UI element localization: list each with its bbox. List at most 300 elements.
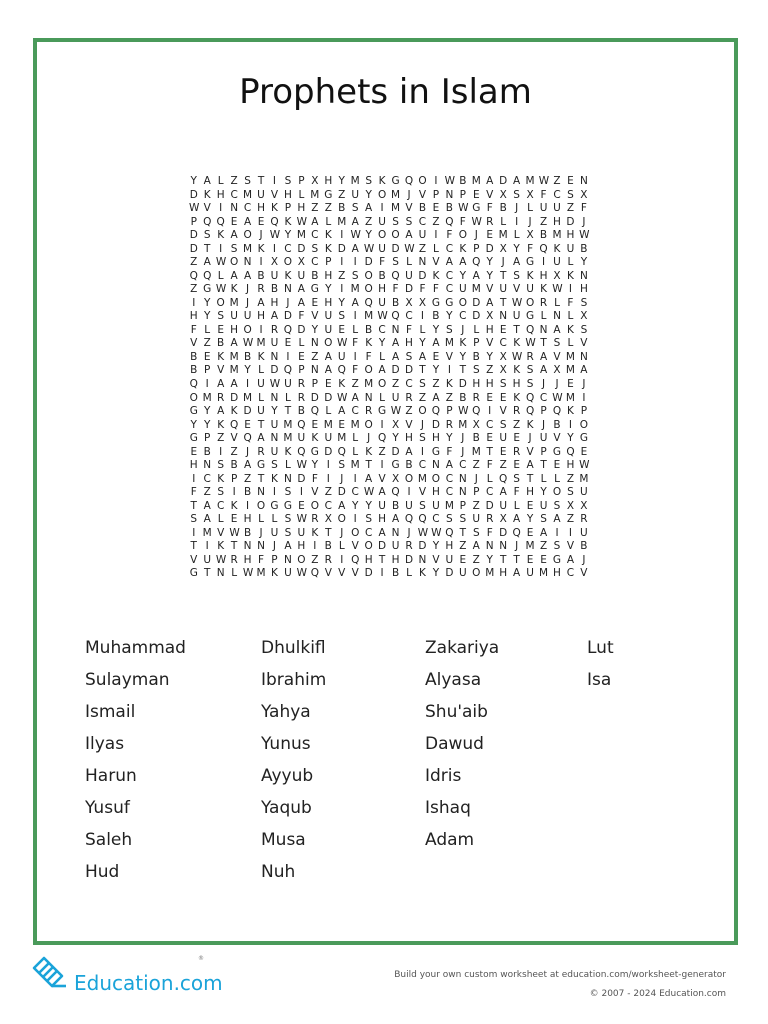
- grid-letter: L: [352, 445, 359, 458]
- grid-letter: M: [229, 296, 239, 309]
- grid-letter: Q: [391, 486, 400, 499]
- grid-row: [189, 297, 589, 311]
- grid-letter: X: [324, 513, 332, 526]
- grid-letter: L: [217, 513, 224, 526]
- grid-letter: M: [471, 175, 481, 187]
- grid-letter: D: [404, 283, 414, 296]
- grid-letter: L: [352, 432, 359, 445]
- grid-letter: K: [271, 567, 278, 580]
- grid-letter: J: [541, 377, 546, 390]
- grid-letter: U: [270, 418, 279, 431]
- grid-letter: J: [541, 418, 546, 431]
- grid-letter: C: [324, 499, 332, 512]
- grid-letter: A: [526, 459, 534, 472]
- grid-letter: D: [391, 445, 400, 458]
- grid-row: [189, 337, 589, 351]
- grid-letter: J: [501, 256, 505, 269]
- grid-letter: E: [526, 526, 534, 539]
- grid-letter: Y: [190, 175, 197, 187]
- grid-letter: Y: [486, 553, 493, 566]
- grid-letter: S: [526, 377, 534, 390]
- grid-letter: I: [246, 499, 250, 512]
- grid-letter: X: [580, 310, 588, 323]
- grid-letter: N: [418, 553, 427, 566]
- word-bank-item: Yunus: [261, 734, 311, 754]
- grid-letter: M: [565, 364, 575, 377]
- grid-letter: O: [364, 418, 373, 431]
- grid-letter: S: [540, 513, 547, 526]
- grid-letter: U: [297, 526, 306, 539]
- grid-letter: M: [229, 350, 239, 363]
- grid-row: [189, 473, 589, 487]
- word-column: [85, 636, 186, 892]
- grid-letter: B: [230, 459, 238, 472]
- grid-letter: W: [336, 337, 348, 350]
- grid-letter: A: [405, 445, 413, 458]
- grid-letter: I: [286, 350, 290, 363]
- grid-letter: K: [419, 567, 426, 580]
- grid-letter: S: [244, 175, 251, 187]
- grid-letter: Q: [499, 472, 508, 485]
- grid-letter: Q: [351, 553, 360, 566]
- grid-letter: U: [566, 242, 575, 255]
- grid-letter: E: [432, 202, 440, 215]
- grid-letter: H: [324, 269, 333, 282]
- grid-letter: L: [258, 364, 264, 377]
- grid-letter: U: [297, 432, 306, 445]
- grid-letter: Q: [364, 296, 373, 309]
- grid-letter: M: [471, 445, 481, 458]
- grid-letter: Q: [445, 526, 454, 539]
- grid-letter: S: [230, 242, 238, 255]
- grid-letter: I: [353, 350, 357, 363]
- grid-letter: S: [419, 499, 426, 512]
- grid-letter: G: [189, 567, 198, 580]
- grid-letter: K: [459, 242, 467, 255]
- grid-letter: P: [284, 202, 292, 215]
- grid-letter: H: [579, 283, 588, 296]
- grid-letter: E: [567, 175, 574, 187]
- grid-letter: H: [512, 377, 521, 390]
- grid-letter: Z: [190, 283, 198, 296]
- grid-letter: Q: [310, 405, 319, 418]
- grid-letter: Y: [446, 310, 453, 323]
- grid-letter: W: [269, 377, 281, 390]
- grid-letter: J: [528, 432, 532, 445]
- grid-letter: T: [486, 445, 493, 458]
- grid-letter: Z: [190, 256, 198, 269]
- grid-letter: K: [338, 377, 346, 390]
- grid-letter: T: [257, 175, 265, 187]
- word-bank-item: Ismail: [85, 702, 136, 722]
- grid-letter: P: [580, 405, 588, 418]
- grid-letter: P: [204, 432, 211, 445]
- grid-letter: J: [515, 540, 519, 553]
- grid-letter: U: [270, 337, 279, 350]
- grid-letter: C: [445, 283, 454, 296]
- grid-letter: Y: [526, 513, 534, 526]
- grid-letter: T: [499, 269, 507, 282]
- grid-letter: Q: [297, 445, 306, 458]
- grid-letter: J: [515, 202, 519, 215]
- grid-letter: K: [230, 283, 238, 296]
- grid-letter: Z: [365, 215, 373, 228]
- grid-letter: A: [203, 499, 211, 512]
- grid-letter: Y: [432, 364, 440, 377]
- grid-letter: U: [337, 350, 346, 363]
- grid-letter: P: [325, 256, 332, 269]
- grid-letter: Z: [459, 540, 467, 553]
- grid-letter: A: [486, 296, 494, 309]
- grid-letter: Q: [404, 513, 414, 526]
- grid-letter: R: [405, 391, 413, 404]
- grid-letter: D: [189, 242, 198, 255]
- grid-letter: F: [432, 283, 439, 296]
- grid-letter: U: [391, 540, 400, 553]
- grid-letter: Y: [513, 242, 520, 255]
- grid-letter: K: [513, 364, 521, 377]
- grid-letter: T: [513, 553, 520, 566]
- grid-letter: W: [431, 526, 442, 539]
- grid-row: [189, 189, 589, 203]
- grid-letter: V: [405, 418, 413, 431]
- grid-letter: L: [325, 215, 332, 228]
- grid-letter: R: [526, 350, 534, 363]
- grid-letter: D: [337, 242, 346, 255]
- grid-letter: C: [203, 472, 211, 485]
- grid-letter: D: [418, 540, 427, 553]
- grid-row: [189, 175, 589, 189]
- grid-letter: T: [499, 296, 507, 309]
- grid-letter: S: [365, 513, 372, 526]
- grid-letter: M: [525, 175, 535, 187]
- grid-letter: T: [378, 553, 386, 566]
- grid-letter: Z: [311, 202, 319, 215]
- grid-letter: L: [513, 499, 520, 512]
- grid-letter: X: [311, 175, 319, 187]
- grid-letter: Q: [377, 432, 387, 445]
- grid-letter: H: [566, 459, 575, 472]
- grid-letter: L: [567, 337, 574, 350]
- grid-letter: Y: [284, 229, 292, 242]
- grid-letter: A: [472, 540, 480, 553]
- grid-letter: U: [472, 513, 481, 526]
- grid-letter: U: [553, 202, 561, 215]
- education-logo[interactable]: [30, 954, 223, 998]
- grid-letter: I: [192, 296, 196, 309]
- grid-letter: N: [230, 202, 239, 215]
- grid-letter: M: [458, 418, 468, 431]
- grid-letter: L: [352, 323, 359, 336]
- grid-letter: D: [418, 269, 427, 282]
- grid-letter: X: [580, 188, 588, 201]
- grid-letter: Y: [190, 418, 197, 431]
- grid-letter: V: [580, 337, 588, 350]
- grid-letter: S: [311, 242, 319, 255]
- grid-letter: V: [580, 567, 588, 580]
- grid-letter: C: [539, 391, 548, 404]
- word-bank-item: Isa: [587, 670, 612, 690]
- grid-letter: C: [351, 405, 359, 418]
- grid-letter: Y: [311, 459, 319, 472]
- grid-letter: Q: [512, 526, 521, 539]
- grid-letter: U: [257, 188, 265, 201]
- grid-letter: H: [189, 310, 198, 323]
- grid-letter: X: [553, 364, 561, 377]
- grid-letter: Q: [203, 215, 212, 228]
- grid-letter: U: [270, 445, 279, 458]
- grid-letter: I: [326, 459, 330, 472]
- grid-letter: K: [217, 540, 225, 553]
- grid-letter: M: [202, 391, 212, 404]
- grid-letter: S: [405, 215, 413, 228]
- grid-letter: N: [391, 526, 400, 539]
- grid-letter: L: [379, 350, 386, 363]
- grid-letter: Z: [311, 350, 319, 363]
- grid-letter: F: [352, 337, 359, 350]
- grid-letter: M: [471, 283, 481, 296]
- word-bank-item: Alyasa: [425, 670, 482, 690]
- word-bank-item: Dhulkifl: [261, 638, 326, 658]
- grid-letter: M: [364, 377, 374, 390]
- grid-letter: Q: [431, 405, 441, 418]
- grid-letter: B: [270, 283, 279, 296]
- grid-letter: B: [365, 323, 373, 336]
- grid-letter: C: [351, 486, 359, 499]
- grid-letter: H: [189, 459, 198, 472]
- registered-mark: ®: [198, 955, 204, 962]
- grid-letter: Z: [418, 391, 427, 404]
- grid-letter: K: [271, 472, 278, 485]
- grid-letter: Z: [243, 472, 252, 485]
- grid-letter: W: [296, 215, 308, 228]
- grid-letter: B: [190, 350, 198, 363]
- grid-letter: H: [297, 540, 306, 553]
- grid-letter: A: [203, 513, 211, 526]
- grid-letter: N: [579, 175, 588, 187]
- grid-letter: D: [391, 242, 400, 255]
- grid-letter: B: [432, 310, 440, 323]
- grid-letter: O: [243, 229, 252, 242]
- grid-letter: N: [257, 540, 265, 553]
- grid-letter: Y: [365, 229, 372, 242]
- grid-letter: Z: [230, 445, 238, 458]
- grid-letter: T: [419, 364, 426, 377]
- grid-letter: D: [297, 242, 306, 255]
- grid-letter: V: [418, 188, 427, 201]
- grid-letter: Z: [553, 175, 561, 187]
- grid-letter: W: [296, 513, 308, 526]
- grid-letter: A: [243, 459, 252, 472]
- grid-letter: A: [378, 486, 386, 499]
- grid-letter: I: [434, 229, 438, 242]
- grid-letter: V: [418, 486, 427, 499]
- grid-letter: A: [338, 405, 346, 418]
- footer-tagline[interactable]: Build your own custom worksheet at education.com/worksheet-generator: [394, 970, 726, 980]
- grid-letter: S: [553, 499, 561, 512]
- grid-letter: U: [203, 553, 212, 566]
- grid-letter: B: [405, 459, 413, 472]
- grid-letter: A: [230, 377, 238, 390]
- grid-letter: Q: [283, 364, 293, 377]
- grid-letter: S: [284, 486, 292, 499]
- word-bank-item: Muhammad: [85, 638, 186, 658]
- grid-letter: R: [217, 391, 225, 404]
- grid-letter: G: [378, 405, 387, 418]
- grid-letter: U: [270, 526, 279, 539]
- grid-letter: P: [473, 337, 480, 350]
- grid-letter: O: [431, 472, 441, 485]
- grid-letter: A: [257, 432, 265, 445]
- grid-letter: W: [511, 296, 523, 309]
- grid-letter: B: [553, 418, 561, 431]
- grid-letter: G: [391, 459, 400, 472]
- grid-letter: H: [431, 486, 440, 499]
- grid-letter: J: [407, 188, 411, 201]
- grid-letter: U: [378, 242, 386, 255]
- grid-letter: N: [553, 310, 561, 323]
- grid-letter: I: [407, 486, 411, 499]
- grid-letter: A: [203, 175, 211, 187]
- grid-letter: Q: [337, 364, 346, 377]
- grid-letter: G: [391, 175, 400, 187]
- grid-letter: Y: [432, 567, 440, 580]
- grid-letter: W: [296, 567, 308, 580]
- grid-letter: I: [555, 526, 559, 539]
- grid-letter: X: [499, 242, 507, 255]
- grid-letter: D: [189, 188, 198, 201]
- grid-letter: H: [526, 486, 535, 499]
- grid-letter: O: [377, 229, 387, 242]
- grid-letter: U: [512, 310, 521, 323]
- grid-letter: E: [486, 432, 494, 445]
- grid-letter: S: [351, 269, 359, 282]
- grid-letter: S: [580, 323, 588, 336]
- grid-letter: T: [526, 472, 534, 485]
- grid-letter: I: [568, 283, 572, 296]
- grid-letter: S: [472, 526, 480, 539]
- grid-letter: T: [540, 337, 547, 350]
- word-bank-item: Zakariya: [425, 638, 500, 658]
- grid-letter: R: [365, 405, 373, 418]
- grid-letter: C: [405, 377, 413, 390]
- grid-letter: K: [526, 418, 534, 431]
- grid-letter: S: [392, 215, 399, 228]
- grid-letter: T: [459, 526, 467, 539]
- grid-letter: T: [257, 418, 265, 431]
- grid-letter: Z: [539, 215, 548, 228]
- grid-letter: I: [299, 486, 303, 499]
- grid-letter: V: [338, 567, 346, 580]
- grid-letter: A: [513, 175, 521, 187]
- grid-letter: M: [337, 432, 347, 445]
- grid-letter: G: [189, 405, 198, 418]
- grid-letter: V: [486, 283, 494, 296]
- grid-letter: U: [432, 499, 440, 512]
- grid-letter: E: [230, 513, 238, 526]
- grid-letter: R: [297, 391, 306, 404]
- grid-letter: V: [432, 553, 440, 566]
- grid-letter: O: [297, 553, 306, 566]
- grid-letter: L: [554, 296, 560, 309]
- grid-letter: F: [486, 526, 493, 539]
- grid-letter: P: [311, 377, 318, 390]
- grid-letter: D: [404, 364, 414, 377]
- grid-letter: A: [230, 337, 238, 350]
- grid-letter: N: [539, 323, 548, 336]
- grid-letter: B: [391, 296, 400, 309]
- grid-letter: F: [379, 256, 386, 269]
- grid-letter: P: [432, 188, 440, 201]
- grid-letter: Y: [486, 256, 493, 269]
- grid-letter: A: [297, 296, 305, 309]
- grid-letter: R: [512, 405, 521, 418]
- grid-letter: F: [567, 296, 574, 309]
- grid-letter: L: [217, 175, 224, 187]
- grid-letter: T: [513, 323, 520, 336]
- grid-letter: Y: [204, 296, 211, 309]
- grid-letter: Y: [567, 432, 574, 445]
- grid-letter: X: [566, 499, 575, 512]
- grid-letter: L: [204, 323, 211, 336]
- grid-letter: O: [256, 499, 266, 512]
- grid-letter: E: [567, 377, 574, 390]
- grid-letter: O: [364, 364, 373, 377]
- grid-letter: A: [445, 459, 453, 472]
- grid-letter: W: [552, 283, 563, 296]
- grid-letter: X: [526, 229, 534, 242]
- grid-letter: Z: [566, 513, 575, 526]
- grid-letter: C: [445, 269, 454, 282]
- word-bank-item: Lut: [587, 638, 614, 658]
- footer-info: [394, 966, 726, 1004]
- grid-letter: E: [244, 418, 251, 431]
- grid-letter: L: [432, 242, 439, 255]
- grid-letter: S: [284, 175, 292, 187]
- grid-letter: E: [472, 188, 480, 201]
- grid-letter: M: [350, 283, 360, 296]
- grid-letter: K: [217, 472, 225, 485]
- grid-letter: T: [540, 459, 547, 472]
- grid-letter: P: [298, 364, 305, 377]
- grid-letter: H: [324, 296, 333, 309]
- grid-letter: F: [298, 310, 305, 323]
- grid-letter: Y: [486, 269, 493, 282]
- grid-letter: I: [380, 202, 384, 215]
- grid-letter: H: [445, 540, 454, 553]
- grid-letter: K: [257, 350, 265, 363]
- grid-letter: W: [458, 202, 469, 215]
- grid-letter: J: [272, 540, 277, 553]
- word-bank-item: Dawud: [425, 734, 484, 754]
- grid-letter: S: [284, 513, 292, 526]
- grid-letter: F: [311, 472, 318, 485]
- grid-letter: O: [458, 296, 467, 309]
- grid-letter: C: [243, 202, 252, 215]
- grid-letter: N: [284, 283, 292, 296]
- grid-letter: A: [365, 202, 373, 215]
- grid-letter: E: [203, 350, 211, 363]
- grid-letter: A: [553, 513, 561, 526]
- grid-letter: K: [230, 499, 238, 512]
- grid-letter: Y: [204, 310, 211, 323]
- grid-letter: O: [418, 405, 427, 418]
- grid-row: [189, 567, 589, 581]
- word-bank-item: Ishaq: [425, 798, 471, 818]
- grid-letter: U: [230, 310, 238, 323]
- grid-letter: J: [246, 283, 250, 296]
- grid-letter: S: [472, 364, 480, 377]
